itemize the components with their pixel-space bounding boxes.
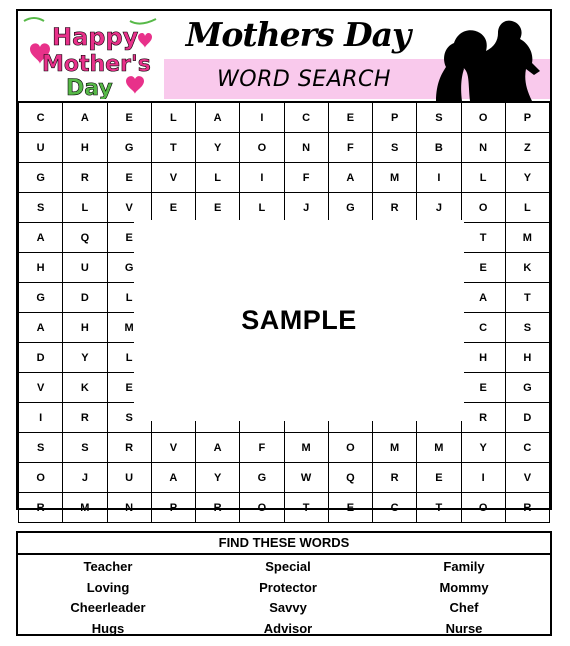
- grid-cell: I: [240, 163, 284, 193]
- grid-cell: N: [107, 493, 151, 523]
- grid-row: [19, 133, 550, 163]
- grid-row: [19, 433, 550, 463]
- grid-cell: A: [461, 283, 505, 313]
- grid-cell: R: [19, 493, 63, 523]
- grid-cell: I: [417, 163, 461, 193]
- grid-cell: H: [63, 133, 107, 163]
- grid-cell: S: [63, 433, 107, 463]
- grid-cell: G: [240, 463, 284, 493]
- grid-cell: L: [505, 193, 549, 223]
- grid-cell: O: [19, 463, 63, 493]
- grid-cell: T: [151, 133, 195, 163]
- grid-cell: O: [461, 102, 505, 133]
- grid-cell: E: [328, 493, 372, 523]
- word-item: Protector: [259, 579, 317, 595]
- grid-cell: W: [284, 463, 328, 493]
- grid-cell: V: [151, 433, 195, 463]
- grid-cell: H: [505, 343, 549, 373]
- grid-cell: R: [63, 403, 107, 433]
- grid-row: [19, 193, 550, 223]
- grid-cell: F: [284, 163, 328, 193]
- word-item: Chef: [449, 600, 479, 615]
- grid-cell: S: [19, 193, 63, 223]
- grid-cell: U: [63, 253, 107, 283]
- grid-cell: L: [107, 343, 151, 373]
- grid-cell: R: [373, 463, 417, 493]
- grid-cell: C: [373, 493, 417, 523]
- grid-cell: G: [107, 133, 151, 163]
- grid-cell: S: [505, 313, 549, 343]
- grid-cell: Y: [505, 163, 549, 193]
- grid-cell: M: [373, 433, 417, 463]
- grid-cell: Z: [505, 133, 549, 163]
- grid-row: [19, 102, 550, 133]
- grid-cell: J: [284, 193, 328, 223]
- grid-cell: L: [107, 283, 151, 313]
- grid-cell: K: [505, 253, 549, 283]
- grid-cell: E: [107, 223, 151, 253]
- grid-cell: Q: [63, 223, 107, 253]
- grid-cell: P: [151, 493, 195, 523]
- grid-cell: O: [461, 193, 505, 223]
- grid-cell: L: [151, 102, 195, 133]
- grid-cell: L: [63, 193, 107, 223]
- grid-cell: J: [417, 193, 461, 223]
- grid-cell: E: [196, 193, 240, 223]
- word-item: Advisor: [263, 620, 313, 636]
- grid-cell: V: [505, 463, 549, 493]
- puzzle-header: [18, 11, 550, 101]
- grid-cell: Y: [63, 343, 107, 373]
- grid-cell: L: [461, 163, 505, 193]
- grid-cell: A: [151, 463, 195, 493]
- grid-cell: R: [196, 493, 240, 523]
- grid-cell: M: [417, 433, 461, 463]
- grid-cell: B: [417, 133, 461, 163]
- grid-cell: T: [461, 223, 505, 253]
- grid-cell: J: [63, 463, 107, 493]
- grid-cell: Y: [196, 133, 240, 163]
- grid-cell: G: [19, 163, 63, 193]
- puzzle-frame: [16, 9, 552, 514]
- grid-cell: I: [19, 403, 63, 433]
- grid-cell: H: [19, 253, 63, 283]
- word-item: Special: [265, 559, 311, 574]
- grid-cell: E: [107, 373, 151, 403]
- grid-cell: S: [19, 433, 63, 463]
- grid-cell: G: [328, 193, 372, 223]
- grid-cell: Q: [328, 463, 372, 493]
- grid-cell: S: [417, 102, 461, 133]
- grid-cell: G: [107, 253, 151, 283]
- grid-cell: D: [63, 283, 107, 313]
- word-list-heading: FIND THESE WORDS: [18, 533, 550, 555]
- grid-cell: C: [461, 313, 505, 343]
- grid-cell: M: [63, 493, 107, 523]
- word-item: Hugs: [91, 620, 125, 636]
- word-item: Teacher: [83, 559, 133, 574]
- grid-row: [19, 463, 550, 493]
- grid-cell: E: [417, 463, 461, 493]
- grid-cell: N: [461, 133, 505, 163]
- grid-cell: M: [284, 433, 328, 463]
- grid-cell: G: [19, 283, 63, 313]
- grid-cell: E: [461, 373, 505, 403]
- word-item: Cheerleader: [70, 600, 146, 615]
- grid-cell: O: [328, 433, 372, 463]
- grid-cell: E: [151, 193, 195, 223]
- grid-cell: S: [373, 133, 417, 163]
- grid-cell: F: [240, 433, 284, 463]
- word-item: Family: [443, 559, 485, 574]
- grid-cell: O: [240, 133, 284, 163]
- word-item: Savvy: [269, 600, 307, 615]
- grid-cell: Y: [461, 433, 505, 463]
- mother-child-silhouette-icon: [414, 13, 550, 101]
- grid-cell: P: [505, 102, 549, 133]
- grid-cell: C: [19, 102, 63, 133]
- grid-cell: C: [505, 433, 549, 463]
- grid-cell: H: [461, 343, 505, 373]
- word-list: [18, 555, 550, 639]
- grid-cell: Y: [196, 463, 240, 493]
- sample-watermark: SAMPLE: [241, 305, 357, 335]
- grid-cell: I: [461, 463, 505, 493]
- hearts-logo-icon: [22, 15, 164, 99]
- logo-lettering: Happy: [52, 23, 139, 51]
- grid-cell: R: [373, 193, 417, 223]
- logo-lettering: Mother's: [42, 52, 151, 77]
- grid-cell: T: [417, 493, 461, 523]
- grid-cell: U: [19, 133, 63, 163]
- grid-cell: D: [19, 343, 63, 373]
- grid-cell: L: [196, 163, 240, 193]
- sample-overlay: [134, 220, 464, 421]
- grid-cell: R: [107, 433, 151, 463]
- grid-cell: N: [284, 133, 328, 163]
- grid-cell: O: [240, 493, 284, 523]
- grid-cell: P: [373, 102, 417, 133]
- word-item: Nurse: [445, 620, 483, 636]
- grid-cell: A: [196, 102, 240, 133]
- grid-cell: A: [19, 223, 63, 253]
- grid-cell: T: [505, 283, 549, 313]
- grid-cell: M: [373, 163, 417, 193]
- grid-cell: A: [19, 313, 63, 343]
- grid-cell: E: [461, 253, 505, 283]
- grid-cell: E: [107, 102, 151, 133]
- page-title: Mothers Day: [185, 15, 411, 54]
- grid-cell: M: [505, 223, 549, 253]
- grid-cell: V: [19, 373, 63, 403]
- grid-row: [19, 163, 550, 193]
- grid-cell: A: [328, 163, 372, 193]
- grid-cell: E: [328, 102, 372, 133]
- grid-cell: O: [461, 493, 505, 523]
- grid-cell: S: [107, 403, 151, 433]
- grid-cell: L: [240, 193, 284, 223]
- grid-cell: R: [461, 403, 505, 433]
- word-list-box: [16, 531, 552, 636]
- subtitle: WORD SEARCH: [217, 67, 391, 92]
- grid-cell: T: [284, 493, 328, 523]
- grid-cell: I: [240, 102, 284, 133]
- grid-cell: R: [505, 493, 549, 523]
- grid-cell: H: [63, 313, 107, 343]
- grid-cell: U: [107, 463, 151, 493]
- grid-cell: D: [505, 403, 549, 433]
- grid-cell: E: [107, 163, 151, 193]
- grid-cell: V: [107, 193, 151, 223]
- grid-cell: M: [107, 313, 151, 343]
- grid-cell: R: [63, 163, 107, 193]
- logo-lettering: Day: [66, 76, 113, 99]
- grid-cell: C: [284, 102, 328, 133]
- grid-row: [19, 493, 550, 523]
- word-item: Mommy: [439, 579, 489, 595]
- grid-cell: G: [505, 373, 549, 403]
- grid-cell: K: [63, 373, 107, 403]
- grid-cell: V: [151, 163, 195, 193]
- grid-cell: F: [328, 133, 372, 163]
- grid-cell: A: [196, 433, 240, 463]
- grid-cell: A: [63, 102, 107, 133]
- word-item: Loving: [86, 579, 130, 595]
